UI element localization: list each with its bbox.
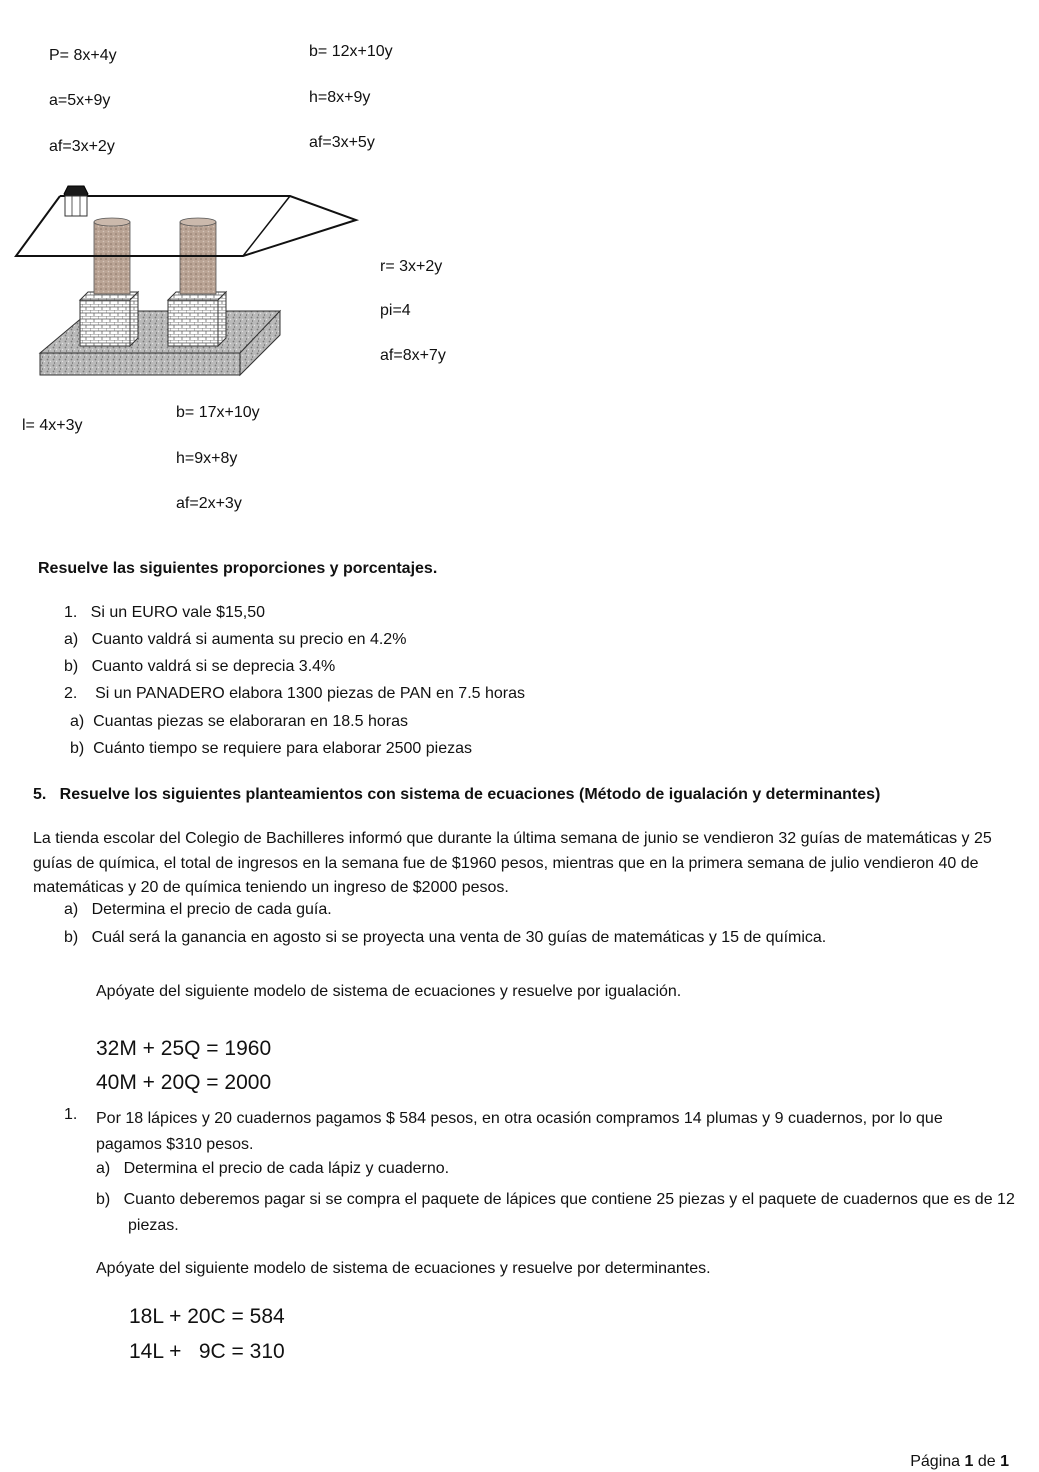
list-item: b) Cuánto tiempo se requiere para elaborar 2500 piezas [70,740,473,757]
problem-1-hint: Apóyate del siguiente modelo de sistema de ecuaciones y resuelve por igualación. [96,983,682,1000]
list-item: a) Cuanto valdrá si aumenta su precio en 4.2% [64,631,407,648]
hexagonal-object [64,186,88,216]
footer-prefix: Página [910,1453,965,1470]
formula-r: r= 3x+2y [380,258,443,275]
formula-p: P= 8x+4y [49,47,117,64]
problem-2-b: b) Cuanto deberemos pagar si se compra el paquete de lápices que contiene 25 piezas y el paquete de cuadernos que es de 12 piezas. [96,1191,1015,1234]
formula-b-2: b= 17x+10y [176,404,260,421]
list-item: b) Cuanto valdrá si se deprecia 3.4% [64,658,336,675]
page-footer [910,1453,1009,1471]
section-proporciones-title: Resuelve las siguientes proporciones y porcentajes. [38,560,438,577]
problem-2-text: Por 18 lápices y 20 cuadernos pagamos $ 584 pesos, en otra ocasión compramos 14 plumas y 9 cuadernos, por lo que pagamos $310 pesos. [96,1110,943,1153]
base-slab-top [40,311,280,353]
formula-b-1: b= 12x+10y [309,43,393,60]
formula-a: a=5x+9y [49,92,111,109]
problem-2-hint: Apóyate del siguiente modelo de sistema de ecuaciones y resuelve por determinantes. [96,1260,711,1277]
list-item: 1. Si un EURO vale $15,50 [64,604,265,621]
footer-page: 1 [964,1453,974,1470]
formula-af-4: af=2x+3y [176,495,242,512]
list-item: a) Cuantas piezas se elaboraran en 18.5 horas [70,713,408,730]
formula-l: l= 4x+3y [22,417,83,434]
equation-2: 40M + 20Q = 2000 [96,1071,272,1094]
list-item: 2. Si un PANADERO elabora 1300 piezas de PAN en 7.5 horas [64,685,525,702]
footer-middle: de [973,1453,1001,1470]
formula-af-1: af=3x+2y [49,138,115,155]
formula-h-2: h=9x+8y [176,450,238,467]
equation-3: 18L + 20C = 584 [129,1305,285,1328]
problem-1-b: b) Cuál será la ganancia en agosto si se proyecta una venta de 30 guías de matemáticas y 15 de química. [64,929,827,946]
pedestal-right [168,292,226,346]
formula-h-1: h=8x+9y [309,89,371,106]
formula-af-2: af=3x+5y [309,134,375,151]
pedestal-left [80,292,138,346]
structure-illustration [10,178,380,378]
section-ecuaciones-title: 5. Resuelve los siguientes planteamientos con sistema de ecuaciones (Método de igualación y determinantes) [33,786,881,803]
base-slab-front [40,353,240,375]
formula-af-3: af=8x+7y [380,347,446,364]
footer-total: 1 [1000,1453,1009,1470]
equation-1: 32M + 25Q = 1960 [96,1037,272,1060]
problem-2-a: a) Determina el precio de cada lápiz y cuaderno. [96,1160,450,1177]
formula-pi: pi=4 [380,302,411,319]
equation-4: 14L + 9C = 310 [129,1340,285,1363]
problem-2-number: 1. [64,1106,78,1123]
problem-1-text: La tienda escolar del Colegio de Bachilleres informó que durante la última semana de junio se vendieron 32 guías de matemáticas y 25 guías de química, el total de ingresos en la semana fue de $1960 pesos, mientras que en la primera semana de julio vendieron 40 de matemáticas y 20 de química teniendo un ingreso de $2000 pesos. [33,830,992,896]
problem-1-a: a) Determina el precio de cada guía. [64,901,332,918]
